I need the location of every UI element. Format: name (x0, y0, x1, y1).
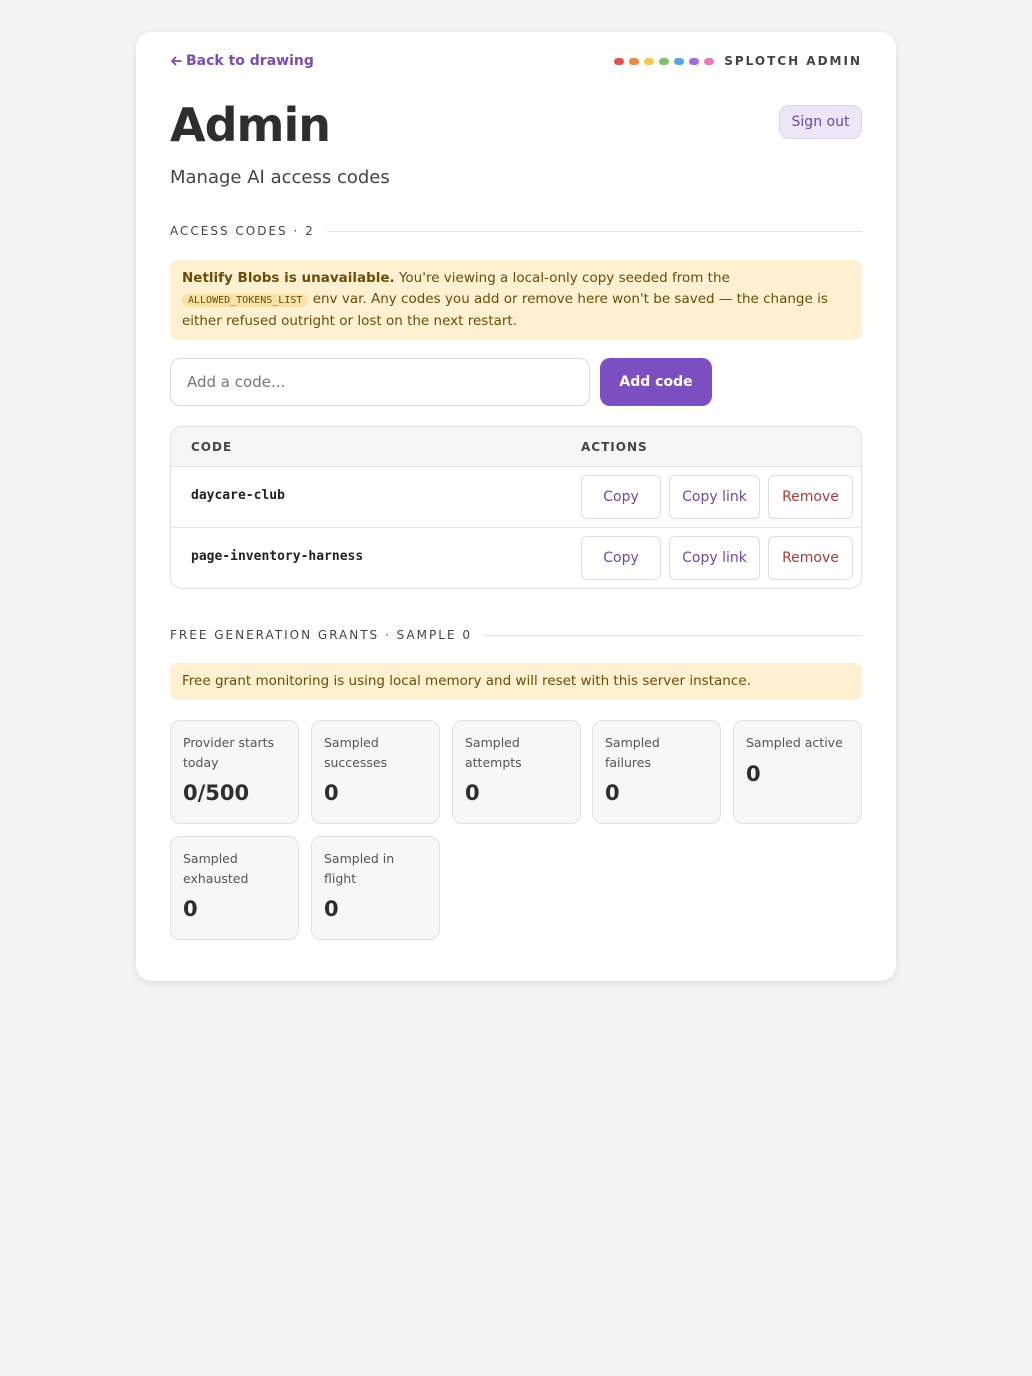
brand-color-dots (614, 58, 714, 65)
stat-card (311, 836, 440, 940)
stat-value: 0 (324, 897, 339, 921)
color-dot (629, 58, 639, 65)
access-code: daycare-club (191, 488, 285, 503)
stat-value: 0/500 (183, 781, 250, 805)
back-link-label: Back to drawing (186, 53, 314, 69)
admin-card (136, 32, 896, 981)
stat-label: Sampled in flight (324, 851, 395, 886)
stat-value: 0 (605, 781, 620, 805)
stat-value: 0 (183, 897, 198, 921)
access-codes-section-header (170, 224, 862, 238)
stat-label: Sampled failures (605, 735, 660, 770)
stat-card (170, 836, 299, 940)
color-dot (644, 58, 654, 65)
warning-text-before: You're viewing a local-only copy seeded from the (398, 270, 730, 286)
sign-out-button[interactable]: Sign out (779, 105, 862, 139)
section-divider (484, 635, 862, 636)
access-code: page-inventory-harness (191, 549, 364, 564)
env-var-code: ALLOWED_TOKENS_LIST (182, 294, 308, 307)
add-code-input[interactable] (170, 358, 590, 406)
section-divider (327, 231, 862, 232)
stat-label: Sampled successes (324, 735, 388, 770)
grants-section-header (170, 628, 862, 642)
page-subtitle: Manage AI access codes (170, 167, 390, 188)
stat-value: 0 (324, 781, 339, 805)
remove-button[interactable]: Remove (768, 536, 853, 580)
copy-button[interactable]: Copy (581, 536, 661, 580)
stat-card (592, 720, 721, 824)
stat-label: Provider starts today (183, 735, 275, 770)
grants-section-label: FREE GENERATION GRANTS · SAMPLE 0 (170, 628, 472, 642)
arrow-left-icon (170, 55, 182, 67)
grant-monitoring-notice (170, 663, 862, 700)
color-dot (659, 58, 669, 65)
access-codes-table (170, 426, 862, 589)
column-header-code: CODE (191, 440, 233, 454)
color-dot (689, 58, 699, 65)
stat-card (170, 720, 299, 824)
table-header (171, 427, 861, 467)
copy-link-button[interactable]: Copy link (669, 536, 760, 580)
remove-button[interactable]: Remove (768, 475, 853, 519)
copy-button[interactable]: Copy (581, 475, 661, 519)
warning-text-after: env var. Any codes you add or remove here won't be saved — the change is either refused outright or lost on the next restart. (182, 290, 828, 329)
stat-label: Sampled attempts (465, 735, 522, 770)
back-to-drawing-link[interactable] (170, 53, 314, 69)
brand-name: SPLOTCH ADMIN (724, 54, 862, 68)
stat-card (733, 720, 862, 824)
color-dot (674, 58, 684, 65)
color-dot (614, 58, 624, 65)
stat-label: Sampled exhausted (183, 851, 249, 886)
blobs-unavailable-warning (170, 260, 862, 340)
table-row (171, 528, 861, 589)
table-row (171, 467, 861, 528)
column-header-actions: ACTIONS (581, 440, 648, 454)
stat-card (311, 720, 440, 824)
copy-link-button[interactable]: Copy link (669, 475, 760, 519)
notice-text: Free grant monitoring is using local memory and will reset with this server instance. (182, 673, 751, 689)
stat-value: 0 (465, 781, 480, 805)
stat-value: 0 (746, 761, 761, 786)
stat-label: Sampled active (746, 735, 843, 750)
color-dot (704, 58, 714, 65)
access-codes-section-label: ACCESS CODES · 2 (170, 224, 315, 238)
page-title: Admin (170, 98, 330, 152)
warning-title: Netlify Blobs is unavailable. (182, 270, 395, 286)
stat-card (452, 720, 581, 824)
brand (614, 54, 862, 68)
add-code-button[interactable]: Add code (600, 358, 712, 406)
